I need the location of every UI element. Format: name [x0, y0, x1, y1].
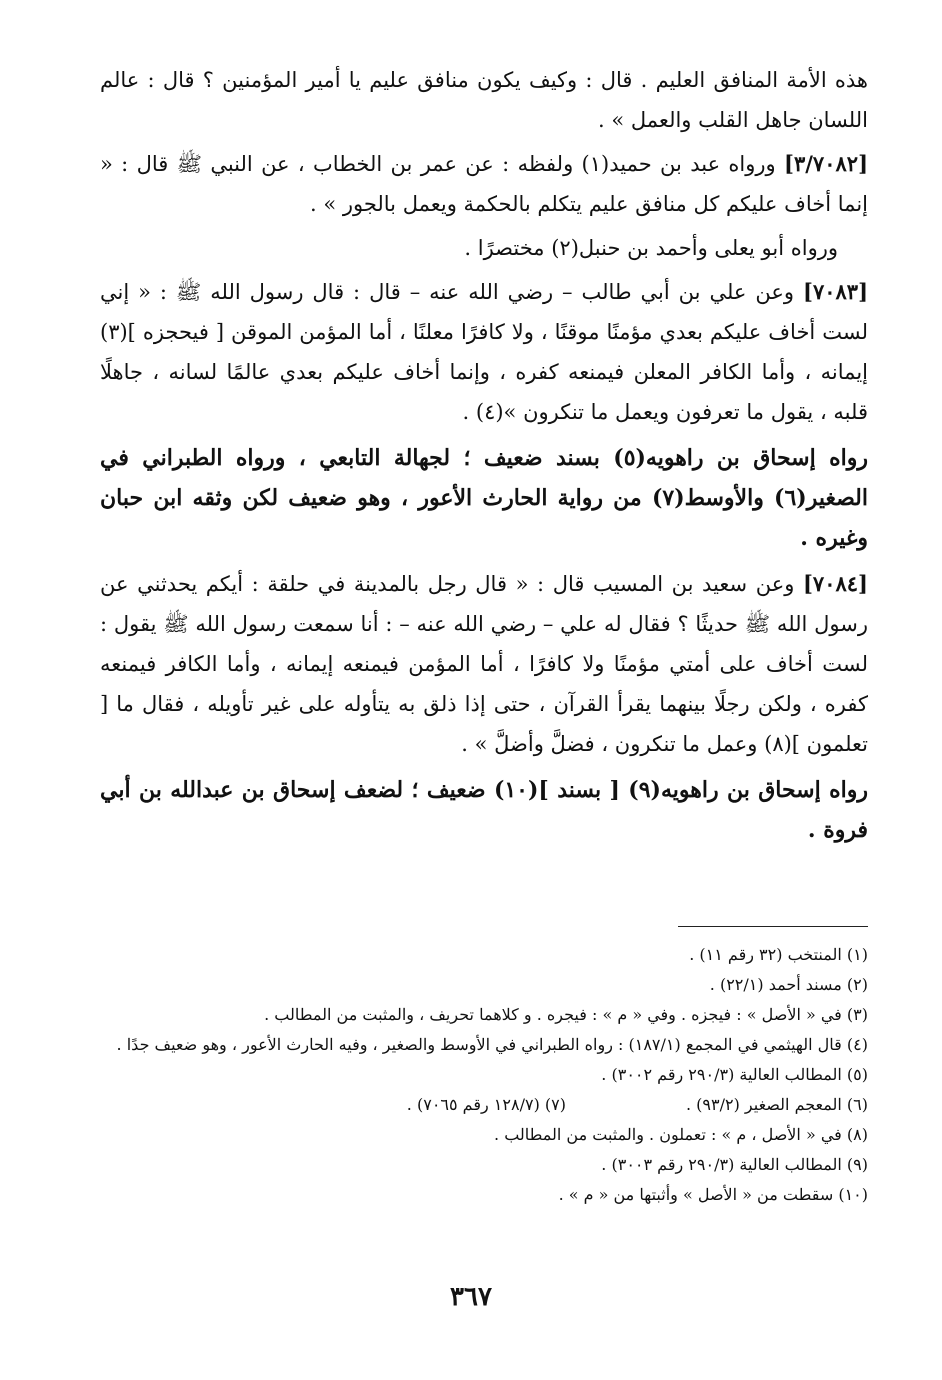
hadith-number: [٧٠٨٤] [802, 571, 868, 596]
page-number: ٣٦٧ [450, 1282, 492, 1312]
hadith-number: [٧٠٨٣] [803, 279, 868, 304]
footnote: (٢) مسند أحمد (٢٢/١) . [709, 975, 868, 994]
hadith-7083 [100, 272, 868, 432]
footnote: (٩) المطالب العالية (٢٩٠/٣ رقم ٣٠٠٣) . [601, 1155, 868, 1174]
hadith-7084 [100, 564, 868, 764]
footnote: (١) المنتخب (٣٢ رقم ١١) . [689, 945, 868, 964]
footnote-row [100, 1090, 868, 1120]
hadith-grading: رواه إسحاق بن راهويه(٩) [ بسند ](١٠) ضعيف ؛ لضعف إسحاق بن عبدالله بن أبي فروة . [100, 777, 868, 843]
main-text [100, 60, 868, 856]
footnote: (٣) في « الأصل » : فيجزه . وفي « م » : فيجره . و كلاهما تحريف ، والمثبت من المطالب . [264, 1005, 868, 1024]
footnote: (٨) في « الأصل ، م » : تعملون . والمثبت من المطالب . [494, 1125, 868, 1144]
footnote: (٤) قال الهيثمي في المجمع (١٨٧/١) : رواه الطبراني في الأوسط والصغير ، وفيه الحارث الأعور ، وهو ضعيف جدًا . [116, 1035, 868, 1054]
hadith-7082 [100, 144, 868, 224]
footnotes [100, 940, 868, 1210]
footnote: (٧) (١٢٨/٧ رقم ٧٠٦٥) . [406, 1095, 566, 1114]
hadith-text: ورواه عبد بن حميد(١) ولفظه : عن عمر بن الخطاب ، عن النبي ﷺ قال : « إنما أخاف عليكم كل منافق عليم يتكلم بالحكمة ويعمل بالجور » . [100, 152, 868, 216]
hadith-text: وعن سعيد بن المسيب قال : « قال رجل بالمدينة في حلقة : أيكم يحدثني عن رسول الله ﷺ حديثًا ؟ فقال له علي – رضي الله عنه – : أنا سمعت رسول الله ﷺ يقول : لست أخاف على أمتي مؤمنًا ولا كافرًا ، أما المؤمن فيمنعه إيمانه ، وأما الكافر فيمنعه كفره ، ولكن رجلًا بينهما يقرأ القرآن ، حتى إذا ذلق به يتأوله على غير تأويله ، فقال ما [ تعلمون ](٨) وعمل ما تنكرون ، فضلَّ وأضلَّ » . [100, 572, 868, 756]
hadith-grading: رواه إسحاق بن راهويه(٥) بسند ضعيف ؛ لجهالة التابعي ، ورواه الطبراني في الصغير(٦) والأوسط(٧) من رواية الحارث الأعور ، وهو ضعيف لكن وثقه ابن حبان وغيره . [100, 445, 868, 551]
paragraph-continued: هذه الأمة المنافق العليم . قال : وكيف يكون منافق عليم يا أمير المؤمنين ؟ قال : عالم اللسان جاهل القلب والعمل » . [100, 68, 868, 132]
footnote: (٥) المطالب العالية (٢٩٠/٣ رقم ٣٠٠٢) . [601, 1065, 868, 1084]
hadith-text: وعن علي بن أبي طالب – رضي الله عنه – قال : قال رسول الله ﷺ : « إني لست أخاف عليكم بعدي مؤمنًا موقنًا ، ولا كافرًا معلنًا ، أما المؤمن الموقن [ فيحجزه ](٣) إيمانه ، وأما الكافر المعلن فيمنعه كفره ، وإنما أخاف عليكم بعدي عالمًا لسانه ، جاهلًا قلبه ، يقول ما تعرفون ويعمل ما تنكرون »(٤) . [100, 280, 868, 424]
hadith-7082-note: ورواه أبو يعلى وأحمد بن حنبل(٢) مختصرًا . [464, 236, 838, 260]
footnote: (٦) المعجم الصغير (٩٣/٢) . [685, 1095, 868, 1114]
footnote-divider [678, 926, 868, 927]
hadith-number: [٣/٧٠٨٢] [784, 151, 868, 176]
footnote: (١٠) سقطت من « الأصل » وأثبتها من « م » . [558, 1185, 868, 1204]
